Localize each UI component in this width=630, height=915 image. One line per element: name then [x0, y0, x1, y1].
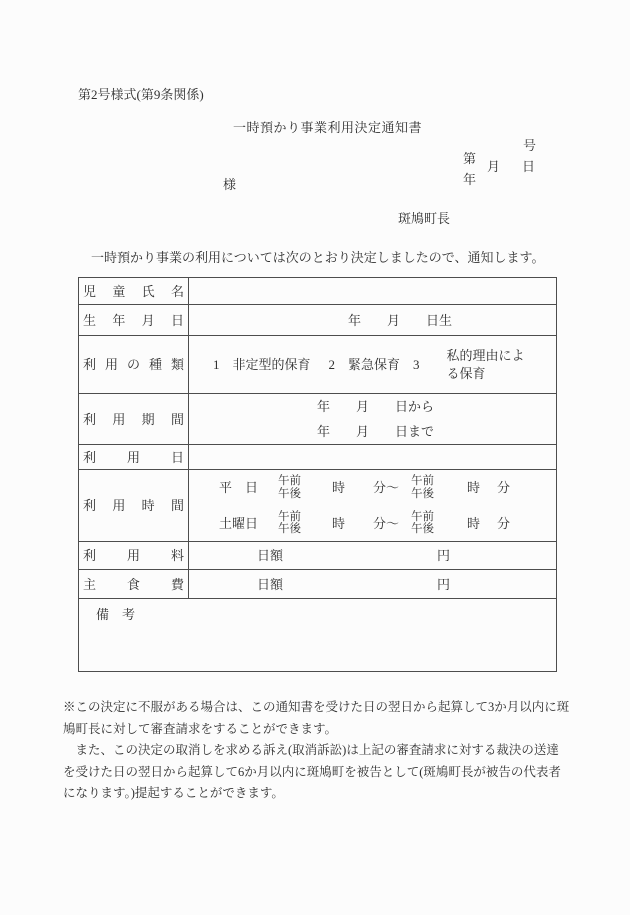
child-name-value-cell — [189, 278, 556, 304]
use-time-value-cell — [189, 470, 556, 541]
child-name-label: 児童氏名 — [83, 283, 184, 299]
minute-from-label: 分～ — [373, 515, 400, 531]
row-staple-food-fee — [79, 569, 556, 598]
birth-date-label: 生年月日 — [83, 312, 184, 328]
use-type-option-3-number: 3 — [413, 357, 420, 372]
form-number: 第2号様式(第9条関係) — [78, 87, 204, 102]
pm-label: 午後 — [278, 487, 301, 500]
am-label: 午前 — [278, 510, 301, 523]
row-label-cell — [79, 542, 189, 569]
row-label-cell — [79, 394, 189, 444]
use-day-label: 利用日 — [83, 449, 184, 465]
footnote-line: 鳩町長に対して審査請求をすることができます。 — [63, 721, 338, 736]
ampm-stack — [411, 475, 435, 500]
footnote-line: ※この決定に不服がある場合は、この通知書を受けた日の翌日から起算して3か月以内に斑 — [63, 700, 570, 714]
saturday-label: 土曜日 — [219, 515, 259, 531]
row-label-cell — [79, 278, 189, 304]
use-time-saturday-row — [189, 506, 556, 542]
minute-to-label: 分 — [497, 515, 511, 531]
row-use-time — [79, 469, 556, 541]
date-month-label: 月 — [487, 159, 501, 174]
use-fee-label: 利用料 — [83, 548, 184, 563]
am-label: 午前 — [411, 510, 435, 523]
am-label: 午前 — [411, 475, 435, 488]
use-period-to: 年 月 日まで — [317, 424, 435, 439]
row-birth-date — [79, 304, 556, 335]
row-child-name — [79, 278, 556, 304]
row-use-fee — [79, 541, 556, 569]
staple-food-fee-currency: 円 — [437, 576, 451, 592]
use-fee-unit: 日額 — [257, 548, 284, 563]
use-fee-currency: 円 — [437, 548, 451, 563]
addressee-suffix: 様 — [223, 177, 237, 192]
minute-from-label: 分～ — [373, 480, 400, 496]
doc-number-suffix: 号 — [523, 138, 537, 153]
staple-food-fee-unit: 日額 — [257, 576, 284, 592]
use-type-label: 利用の種類 — [83, 357, 184, 372]
birth-date-placeholder: 年 月 日生 — [348, 312, 453, 328]
decision-table — [78, 277, 557, 672]
intro-text: 一時預かり事業の利用については次のとおり決定しましたので、通知します。 — [78, 250, 545, 265]
use-period-label: 利用期間 — [83, 411, 184, 427]
remarks-label: 備 考 — [96, 607, 136, 622]
document-date-line — [450, 160, 540, 225]
pm-label: 午後 — [411, 487, 435, 500]
row-use-period — [79, 393, 556, 444]
use-time-weekday-row — [189, 470, 556, 506]
row-label-cell — [79, 570, 189, 598]
hour-to-label: 時 — [467, 480, 481, 496]
use-type-option-1: 1 非定型的保育 — [213, 357, 311, 372]
document-title: 一時預かり事業利用決定通知書 — [233, 120, 423, 135]
row-use-type — [79, 335, 556, 393]
use-type-option-3-text: 私的理由による保育 — [446, 347, 525, 381]
use-period-value-cell — [189, 394, 556, 444]
use-type-value-cell — [189, 336, 556, 393]
am-label: 午前 — [278, 475, 301, 488]
hour-to-label: 時 — [467, 515, 481, 531]
footnote-line: になります。)提起することができます。 — [63, 786, 284, 800]
weekday-label: 平 日 — [219, 480, 259, 496]
date-day-label: 日 — [522, 159, 536, 174]
row-label-cell — [79, 445, 189, 469]
ampm-stack — [278, 475, 302, 500]
use-time-label: 利用時間 — [83, 498, 184, 513]
staple-food-fee-value-cell — [189, 570, 556, 598]
hour-from-label: 時 — [332, 515, 346, 531]
minute-to-label: 分 — [497, 480, 511, 496]
birth-date-value-cell — [189, 305, 556, 335]
footnote-line: を受けた日の翌日から起算して6か月以内に斑鳩町を被告として(斑鳩町長が被告の代表者 — [63, 764, 561, 779]
row-remarks — [79, 598, 556, 671]
row-label-cell — [79, 336, 189, 393]
use-day-value-cell — [189, 445, 556, 469]
use-fee-value-cell — [189, 542, 556, 569]
row-label-cell — [79, 470, 189, 541]
sender-name: 斑鳩町長 — [398, 211, 451, 226]
use-period-from: 年 月 日から — [317, 399, 435, 414]
row-use-day — [79, 444, 556, 469]
hour-from-label: 時 — [332, 480, 346, 496]
doc-number-prefix: 第 — [463, 151, 477, 166]
staple-food-fee-label: 主食費 — [83, 576, 184, 592]
use-type-option-2: 2 緊急保育 — [328, 357, 401, 372]
footnote — [63, 697, 569, 805]
pm-label: 午後 — [278, 523, 301, 536]
date-year-label: 年 — [463, 172, 477, 187]
footnote-line: また、この決定の取消しを求める訴え(取消訴訟)は上記の審査請求に対する裁決の送達 — [63, 743, 559, 757]
ampm-stack — [278, 511, 302, 536]
ampm-stack — [411, 511, 435, 536]
pm-label: 午後 — [411, 523, 435, 536]
row-label-cell — [79, 305, 189, 335]
